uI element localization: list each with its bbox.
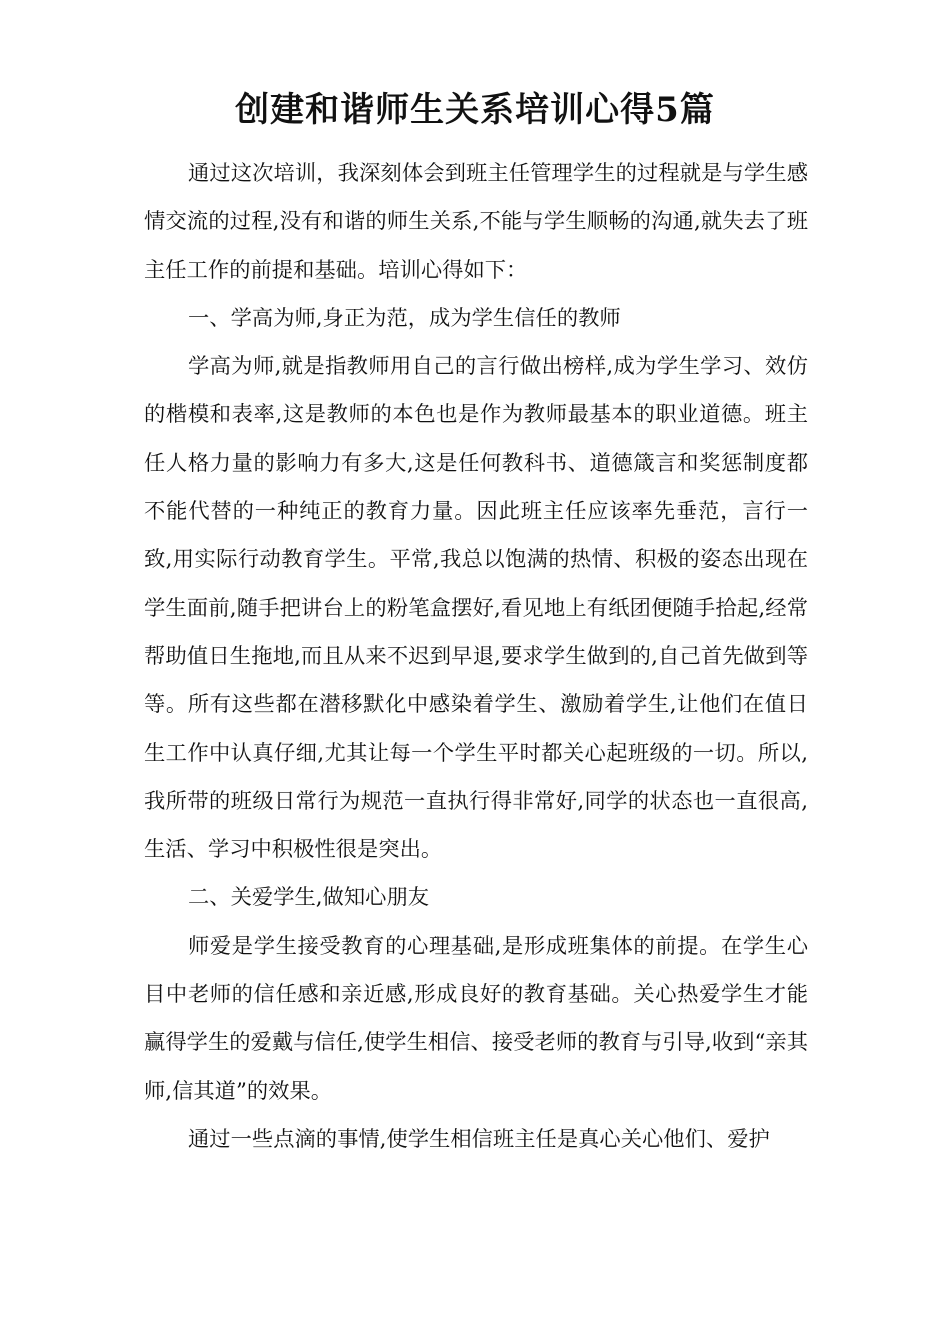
document-body (144, 150, 808, 1164)
paragraph-section-2: 师爱是学生接受教育的心理基础,是形成班集体的前提。在学生心目中老师的信任感和亲近感,形成良好的教育基础。关心热爱学生才能赢得学生的爱戴与信任,使学生相信、接受老师的教育与引导,收到“亲其师,信其道”的效果。 (144, 933, 808, 1104)
paragraph-intro: 通过这次培训，我深刻体会到班主任管理学生的过程就是与学生感情交流的过程,没有和谐的师生关系,不能与学生顺畅的沟通,就失去了班主任工作的前提和基础。培训心得如下： (144, 161, 808, 283)
section-heading-1: 一、学高为师,身正为范，成为学生信任的教师 (188, 305, 621, 331)
paragraph-continued: 通过一些点滴的事情,使学生相信班主任是真心关心他们、爱护 (188, 1126, 770, 1152)
section-heading-2: 二、关爱学生,做知心朋友 (188, 885, 430, 911)
paragraph-section-1: 学高为师,就是指教师用自己的言行做出榜样,成为学生学习、效仿的楷模和表率,这是教师的本色也是作为教师最基本的职业道德。班主任人格力量的影响力有多大,这是任何教科书、道德箴言和奖惩制度都不能代替的一种纯正的教育力量。因此班主任应该率先垂范，言行一致,用实际行动教育学生。平常,我总以饱满的热情、积极的姿态出现在学生面前,随手把讲台上的粉笔盒摆好,看见地上有纸团便随手拾起,经常帮助值日生拖地,而且从来不迟到早退,要求学生做到的,自己首先做到等等。所有这些都在潜移默化中感染着学生、激励着学生,让他们在值日生工作中认真仔细,尤其让每一个学生平时都关心起班级的一切。所以,我所带的班级日常行为规范一直执行得非常好,同学的状态也一直很高,生活、学习中积极性很是突出。 (144, 354, 808, 863)
document-title: 创建和谐师生关系培训心得5篇 (235, 90, 715, 130)
